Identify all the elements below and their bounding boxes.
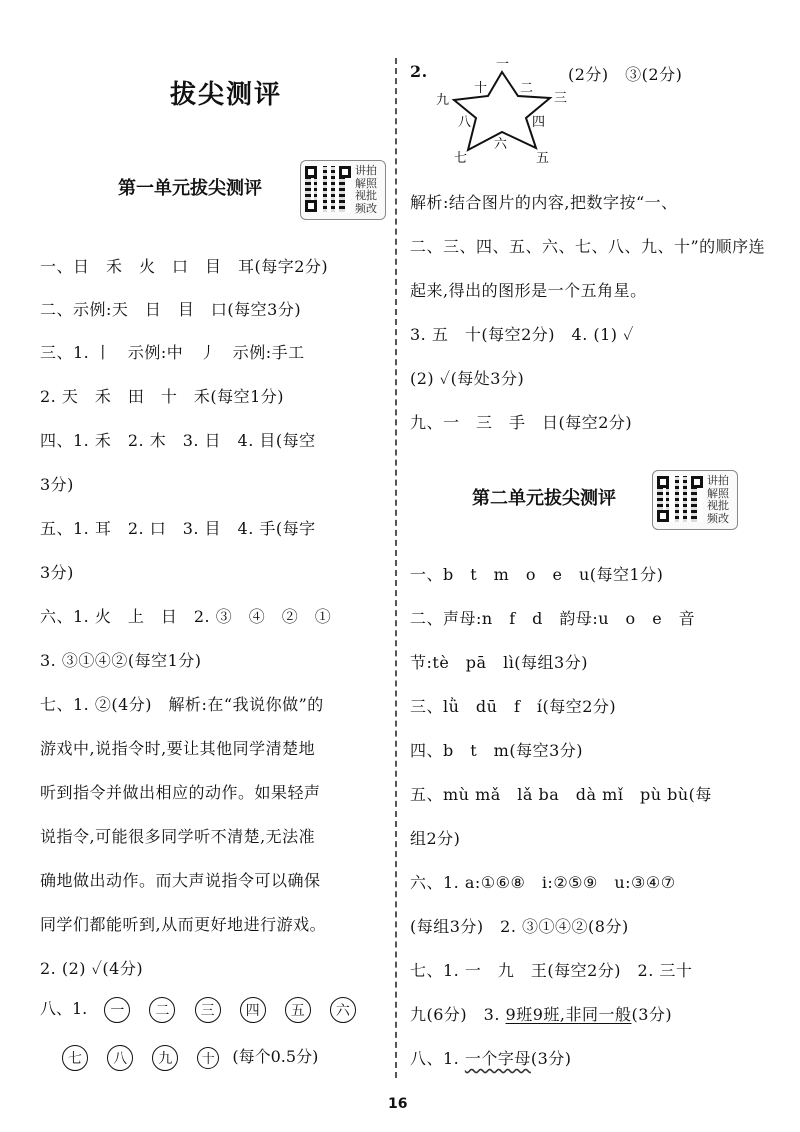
star-label: 十 <box>474 81 488 96</box>
answer-line: 3分) <box>40 475 74 494</box>
underlined-answer: 9班9班,非同一般 <box>505 1005 632 1024</box>
star-label: 八 <box>458 115 472 130</box>
star-label: 三 <box>554 91 568 106</box>
circled-number: 七 <box>62 1045 88 1071</box>
answer-line: 解析:结合图片的内容,把数字按“一、 <box>410 193 678 212</box>
answer-line: 五、mù mǎ lǎ ba dà mǐ pù bù(每 <box>410 785 712 804</box>
answer-line: 二、声母:n f d 韵母:u o e 音 <box>410 609 696 628</box>
answer-line: 确地做出动作。而大声说指令可以确保 <box>40 871 321 890</box>
answer-line: 六、1. a:①⑥⑧ i:②⑤⑨ u:③④⑦ <box>410 873 676 892</box>
answer-line: 节:tè pā lì(每组3分) <box>410 653 588 672</box>
star-label: 六 <box>494 137 508 152</box>
answer-line: (2) ✓(每处3分) <box>410 369 525 388</box>
qr-code-icon <box>657 476 703 522</box>
answer-line: 七、1. ②(4分) 解析:在“我说你做”的 <box>40 695 324 714</box>
qr-code-unit2[interactable] <box>652 470 738 530</box>
answer-line: 一、日 禾 火 口 目 耳(每字2分) <box>40 257 329 276</box>
star-diagram <box>430 58 570 168</box>
answer-line: 三、lǜ dū f í(每空2分) <box>410 697 617 716</box>
star-label: 九 <box>436 93 450 108</box>
answer-line: 3. ③①④②(每空1分) <box>40 651 202 670</box>
circled-number: 二 <box>149 997 175 1023</box>
q2-label: 2. <box>410 62 428 81</box>
circled-number: 四 <box>240 997 266 1023</box>
circled-number: 六 <box>330 997 356 1023</box>
answer-line: 3. 五 十(每空2分) 4. (1) ✓ <box>410 325 634 344</box>
answer-line: 组2分) <box>410 829 461 848</box>
q8-score: (每个0.5分) <box>232 1047 319 1066</box>
answer-line: 游戏中,说指令时,要让其他同学清楚地 <box>40 739 316 758</box>
answer-line: 一、b t m o e u(每空1分) <box>410 565 664 584</box>
circled-number: 一 <box>104 997 130 1023</box>
star-label: 四 <box>532 115 546 130</box>
qr-code-icon <box>305 166 351 212</box>
answer-line: 3分) <box>40 563 74 582</box>
qr-caption: 讲拍 解照 视批 频改 <box>707 474 729 525</box>
page-title: 拔尖测评 <box>170 80 283 110</box>
circled-number: 八 <box>107 1045 133 1071</box>
answer-line: 三、1. 丨 示例:中 丿 示例:手工 <box>40 343 305 362</box>
answer-line: 听到指令并做出相应的动作。如果轻声 <box>40 783 321 802</box>
answer-line: 起来,得出的图形是一个五角星。 <box>410 281 647 300</box>
answer-line: (每组3分) 2. ③①④②(8分) <box>410 917 629 936</box>
star-label: 五 <box>536 151 550 166</box>
answer-line: 二、三、四、五、六、七、八、九、十”的顺序连 <box>410 237 766 256</box>
answer-line: 2. (2) ✓(4分) <box>40 959 144 978</box>
answer-line: 四、b t m(每空3分) <box>410 741 584 760</box>
answer-line: 七、1. 一 九 王(每空2分) 2. 三十 <box>410 961 693 980</box>
answer-line: 说指令,可能很多同学听不清楚,无法准 <box>40 827 316 846</box>
answer-line: 同学们都能听到,从而更好地进行游戏。 <box>40 915 327 934</box>
circled-number: 九 <box>152 1045 178 1071</box>
circled-number: 十 <box>197 1047 219 1069</box>
column-divider <box>395 58 397 1078</box>
answer-line: 九(6分) 3. 9班9班,非同一般(3分) <box>410 1005 673 1024</box>
q8-circles-row1 <box>40 996 370 1023</box>
wavy-underlined-answer: 一个字母 <box>464 1049 531 1068</box>
page-number: 16 <box>388 1096 408 1112</box>
answer-line: 四、1. 禾 2. 木 3. 日 4. 目(每空 <box>40 431 316 450</box>
circled-number: 五 <box>285 997 311 1023</box>
unit1-title: 第一单元拔尖测评 <box>118 178 262 199</box>
star-label: 二 <box>520 81 534 96</box>
unit2-title: 第二单元拔尖测评 <box>472 488 616 509</box>
answer-line: 九、一 三 手 日(每空2分) <box>410 413 633 432</box>
answer-line: 二、示例:天 日 目 口(每空3分) <box>40 300 302 319</box>
star-label: 七 <box>454 151 468 166</box>
q8-circles-row2 <box>62 1044 318 1071</box>
answer-line: 六、1. 火 上 日 2. ③ ④ ② ① <box>40 607 332 626</box>
star-figure <box>430 58 570 168</box>
q2-score: (2分) ③(2分) <box>568 65 683 84</box>
qr-code-unit1[interactable] <box>300 160 386 220</box>
qr-caption: 讲拍 解照 视批 频改 <box>355 164 377 215</box>
answer-line: 五、1. 耳 2. 口 3. 目 4. 手(每字 <box>40 519 316 538</box>
q8-prefix: 八、1. <box>40 999 88 1018</box>
answer-line: 2. 天 禾 田 十 禾(每空1分) <box>40 387 285 406</box>
star-label: 一 <box>496 58 510 72</box>
answer-line: 八、1. 一个字母(3分) <box>410 1049 572 1068</box>
circled-number: 三 <box>195 997 221 1023</box>
